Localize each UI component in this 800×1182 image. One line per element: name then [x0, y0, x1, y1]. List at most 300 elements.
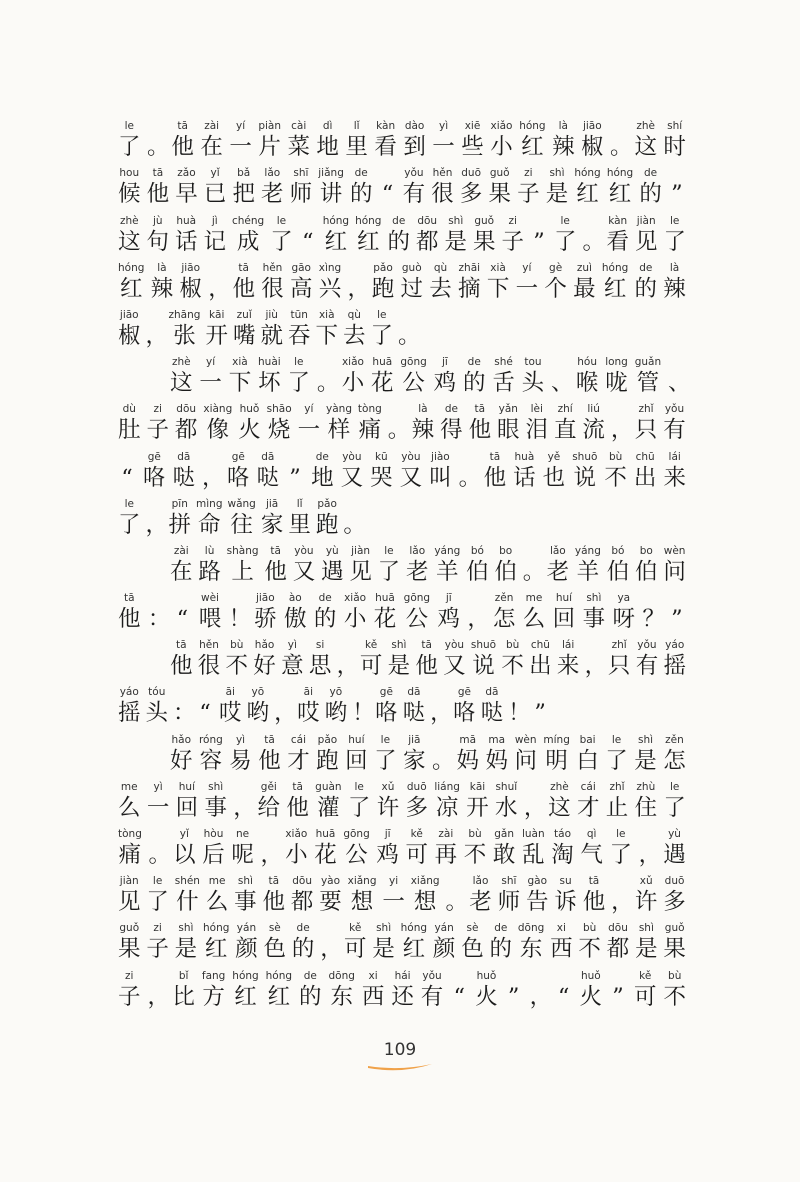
- pinyin: hái: [394, 969, 411, 982]
- pinyin: lǎo: [409, 544, 426, 557]
- pinyin: zhè: [119, 214, 139, 227]
- hanzi: 辣: [552, 134, 575, 161]
- char-with-pinyin: [323, 215, 349, 256]
- text-line: [118, 727, 686, 774]
- char-with-pinyin: [416, 215, 439, 256]
- char-with-pinyin: [575, 545, 601, 586]
- char-with-pinyin: [118, 875, 141, 916]
- pinyin: shì: [376, 922, 392, 935]
- text-line: [118, 303, 686, 350]
- hanzi: 来: [556, 653, 580, 680]
- pinyin: xiǎng: [410, 875, 440, 888]
- pinyin: zi: [153, 403, 162, 416]
- char-with-pinyin: [198, 545, 221, 586]
- pinyin: tūn: [290, 308, 308, 321]
- punctuation: [146, 120, 170, 161]
- char-with-pinyin: [497, 403, 520, 444]
- hanzi: 小: [490, 134, 513, 161]
- char-with-pinyin: [355, 215, 381, 256]
- pinyin: yòu: [342, 450, 362, 463]
- char-with-pinyin: [205, 309, 228, 350]
- hanzi: ，: [610, 417, 634, 444]
- pinyin: zi: [524, 167, 533, 180]
- hanzi: 辣: [411, 417, 435, 444]
- pinyin: hóng: [118, 261, 145, 274]
- hanzi: 早: [175, 181, 198, 208]
- hanzi: ”: [507, 983, 520, 1010]
- hanzi: ，: [145, 511, 169, 538]
- hanzi: 。: [445, 889, 468, 916]
- char-with-pinyin: [118, 120, 141, 161]
- char-with-pinyin: [198, 639, 221, 680]
- pinyin: zuì: [576, 261, 592, 274]
- char-with-pinyin: [360, 639, 383, 680]
- pinyin: shì: [448, 214, 464, 227]
- hanzi: 多: [459, 181, 483, 208]
- hanzi: 一: [199, 370, 222, 397]
- hanzi: 伯: [635, 558, 658, 585]
- pinyin: huā: [315, 828, 336, 840]
- hanzi: 一: [432, 134, 455, 161]
- hanzi: 肚: [118, 417, 141, 444]
- pinyin: zhè: [550, 780, 569, 793]
- hanzi: 了: [605, 747, 628, 774]
- char-with-pinyin: [552, 120, 575, 161]
- pinyin: tā: [474, 403, 486, 416]
- char-with-pinyin: [232, 970, 258, 1011]
- hanzi: 喂: [198, 606, 222, 633]
- pinyin: bù: [505, 639, 520, 652]
- hanzi: “: [199, 700, 211, 727]
- text-line: [118, 114, 686, 161]
- char-with-pinyin: [636, 639, 659, 680]
- pinyin: dào: [404, 120, 425, 133]
- hanzi: 淘: [551, 842, 574, 868]
- pinyin: bo: [499, 544, 513, 557]
- char-with-pinyin: [118, 262, 144, 303]
- hanzi: 椒: [179, 275, 202, 302]
- pinyin: qù: [433, 261, 448, 274]
- pinyin: gē: [379, 686, 393, 699]
- hanzi: 的: [489, 936, 513, 963]
- char-with-pinyin: [663, 828, 686, 869]
- pinyin: zhǐ: [638, 403, 654, 416]
- hanzi: 。: [432, 747, 455, 774]
- char-with-pinyin: [118, 970, 141, 1011]
- hanzi: 是: [545, 181, 569, 208]
- hanzi: 止: [605, 794, 629, 821]
- hanzi: 咯: [453, 700, 476, 727]
- text-line: [118, 775, 686, 822]
- char-with-pinyin: [172, 970, 195, 1011]
- char-with-pinyin: [321, 545, 344, 586]
- char-with-pinyin: [469, 875, 492, 916]
- pinyin: dōu: [608, 922, 628, 935]
- hanzi: 好: [170, 747, 193, 774]
- char-with-pinyin: [604, 451, 627, 492]
- pinyin: xiǎng: [347, 875, 377, 888]
- char-with-pinyin: [253, 639, 276, 680]
- hanzi: 么: [205, 889, 229, 916]
- char-with-pinyin: [581, 120, 604, 161]
- pinyin: liú: [587, 403, 600, 416]
- pinyin: jī: [384, 828, 391, 840]
- hanzi: 他: [118, 606, 141, 633]
- char-with-pinyin: [175, 922, 198, 963]
- hanzi: 可: [344, 936, 367, 963]
- pinyin: hěn: [432, 167, 453, 180]
- hanzi: 回: [345, 747, 368, 774]
- pinyin: si: [315, 639, 325, 652]
- hanzi: 说: [573, 464, 597, 491]
- hanzi: 呢: [231, 842, 254, 868]
- char-with-pinyin: [151, 262, 174, 303]
- hanzi: 妈: [485, 747, 508, 774]
- punctuation: [148, 828, 171, 869]
- char-with-pinyin: [391, 970, 414, 1011]
- pinyin: ào: [288, 592, 302, 605]
- punctuation: [173, 686, 196, 727]
- text-line: [118, 680, 686, 727]
- hanzi: 这: [118, 228, 141, 255]
- pinyin: yù: [325, 544, 339, 557]
- hanzi: ，: [202, 464, 225, 491]
- char-with-pinyin: [204, 781, 227, 822]
- hanzi: 有: [663, 417, 686, 444]
- hanzi: 很: [431, 181, 454, 208]
- char-with-pinyin: [169, 309, 201, 350]
- hanzi: 子: [517, 181, 540, 208]
- char-with-pinyin: [554, 215, 577, 256]
- pinyin: tā: [588, 875, 600, 888]
- hanzi: 头: [145, 700, 169, 727]
- pinyin: hóng: [519, 120, 546, 133]
- pinyin: āi: [303, 686, 313, 699]
- char-with-pinyin: [118, 215, 141, 256]
- pinyin: hǎo: [254, 639, 275, 652]
- pinyin: kāi: [208, 308, 225, 321]
- hanzi: 他: [483, 464, 507, 491]
- pinyin: huí: [555, 592, 573, 605]
- hanzi: 他: [582, 889, 606, 916]
- hanzi: 了: [377, 558, 401, 585]
- char-with-pinyin: [663, 120, 686, 161]
- pinyin: tā: [264, 733, 275, 746]
- hanzi: 回: [175, 794, 199, 821]
- pinyin: huài: [258, 356, 281, 369]
- hanzi: 去: [343, 322, 366, 349]
- char-with-pinyin: [488, 167, 511, 208]
- punctuation: [611, 875, 634, 916]
- pinyin: huí: [178, 780, 195, 793]
- hanzi: 跑: [315, 511, 339, 538]
- hanzi: 红: [234, 983, 257, 1010]
- pinyin: lǐ: [353, 120, 360, 133]
- hanzi: 色: [461, 936, 484, 963]
- char-with-pinyin: [526, 875, 549, 916]
- pinyin: hóu: [577, 356, 597, 369]
- text-line: [118, 444, 686, 491]
- char-with-pinyin: [258, 734, 281, 775]
- hanzi: 红: [267, 983, 291, 1010]
- hanzi: 红: [324, 228, 348, 255]
- pinyin: me: [525, 592, 543, 605]
- char-with-pinyin: [374, 120, 397, 161]
- hanzi: 候: [118, 181, 141, 208]
- hanzi: 了: [374, 747, 397, 774]
- pinyin: róng: [198, 733, 223, 746]
- hanzi: 。: [146, 134, 170, 161]
- hanzi: 不: [501, 653, 524, 680]
- hanzi: 上: [231, 558, 254, 585]
- hanzi: 。: [387, 417, 411, 444]
- pinyin: yì: [153, 780, 163, 793]
- char-with-pinyin: [429, 262, 452, 303]
- hanzi: ，: [208, 275, 231, 302]
- hanzi: 这: [548, 794, 571, 821]
- punctuation: [228, 592, 252, 633]
- hanzi: 问: [663, 558, 686, 585]
- pinyin: bù: [668, 969, 682, 982]
- pinyin: mā: [459, 733, 477, 746]
- hanzi: 泪: [525, 417, 548, 444]
- hanzi: 以: [173, 842, 196, 868]
- hanzi: 鸡: [433, 370, 457, 397]
- char-with-pinyin: [118, 498, 141, 539]
- pinyin: lái: [562, 639, 575, 652]
- pinyin: bù: [609, 450, 623, 463]
- text-line: [118, 492, 686, 539]
- pinyin: tā: [292, 780, 303, 793]
- hanzi: 坏: [258, 370, 281, 397]
- hanzi: 想: [413, 889, 437, 916]
- hanzi: 了: [663, 794, 686, 821]
- hanzi: 鸡: [437, 606, 461, 633]
- hanzi: 哟: [324, 700, 348, 727]
- text-line: [118, 916, 686, 963]
- hanzi: “: [121, 464, 133, 491]
- hanzi: 他: [171, 134, 194, 161]
- hanzi: 来: [663, 464, 686, 491]
- char-with-pinyin: [374, 592, 397, 633]
- pinyin: gōng: [403, 592, 431, 605]
- hanzi: 颜: [432, 936, 456, 963]
- pinyin: jiā: [265, 497, 279, 510]
- char-with-pinyin: [495, 781, 518, 822]
- char-with-pinyin: [663, 970, 686, 1011]
- pinyin: wèn: [663, 544, 686, 557]
- pinyin: xi: [556, 922, 566, 935]
- pinyin: chū: [530, 639, 550, 652]
- char-with-pinyin: [370, 451, 393, 492]
- punctuation: [147, 592, 171, 633]
- char-with-pinyin: [415, 639, 438, 680]
- text-line: [118, 822, 686, 869]
- char-with-pinyin: [118, 167, 141, 208]
- char-with-pinyin: [634, 451, 657, 492]
- char-with-pinyin: [485, 734, 508, 775]
- hanzi: 了: [146, 889, 169, 916]
- pinyin: de: [354, 167, 368, 180]
- hanzi: 羊: [436, 558, 459, 585]
- hanzi: 流: [582, 417, 605, 444]
- char-with-pinyin: [147, 781, 170, 822]
- hanzi: 灌: [317, 794, 340, 821]
- pinyin: le: [611, 733, 622, 746]
- hanzi: 把: [232, 181, 255, 208]
- pinyin: de: [318, 592, 332, 605]
- char-with-pinyin: [146, 403, 169, 444]
- char-with-pinyin: [663, 639, 686, 680]
- text-line: [118, 539, 686, 586]
- char-with-pinyin: [576, 356, 599, 397]
- char-with-pinyin: [522, 828, 545, 869]
- char-with-pinyin: [553, 592, 576, 633]
- hanzi: 花: [314, 842, 337, 868]
- pinyin: yō: [329, 686, 343, 699]
- char-with-pinyin: [582, 403, 605, 444]
- punctuation: [505, 970, 523, 1011]
- hanzi: 西: [550, 936, 573, 963]
- pinyin: míng: [543, 733, 570, 746]
- hanzi: 见: [349, 558, 372, 585]
- char-with-pinyin: [529, 639, 552, 680]
- pinyin: jiàn: [351, 544, 371, 557]
- text-line: [118, 633, 686, 680]
- pinyin: gào: [527, 875, 548, 888]
- hanzi: 事: [234, 889, 257, 916]
- char-with-pinyin: [260, 309, 283, 350]
- hanzi: 不: [663, 983, 686, 1010]
- char-with-pinyin: [404, 592, 430, 633]
- char-with-pinyin: [517, 167, 540, 208]
- char-with-pinyin: [325, 686, 348, 727]
- hanzi: 张: [173, 322, 196, 349]
- char-with-pinyin: [258, 781, 281, 822]
- pinyin: xi: [368, 969, 378, 982]
- pinyin: le: [616, 828, 626, 840]
- hanzi: 红: [608, 181, 632, 208]
- pinyin: qì: [586, 828, 597, 840]
- char-with-pinyin: [525, 403, 548, 444]
- pinyin: yàng: [326, 403, 352, 416]
- pinyin: tā: [177, 120, 188, 133]
- punctuation: [336, 639, 360, 680]
- hanzi: 也: [542, 464, 566, 491]
- hanzi: 给: [257, 794, 281, 821]
- hanzi: 直: [553, 417, 577, 444]
- pinyin: kě: [365, 639, 378, 652]
- hanzi: ”: [289, 464, 301, 491]
- hanzi: 果: [472, 228, 496, 255]
- hanzi: 了: [347, 794, 371, 821]
- char-with-pinyin: [170, 734, 193, 775]
- hanzi: 红: [204, 936, 228, 963]
- punctuation: [529, 970, 553, 1011]
- pinyin: tòng: [357, 403, 382, 416]
- hanzi: ：: [147, 606, 171, 633]
- hanzi: 的: [634, 275, 658, 302]
- pinyin: shuǐ: [495, 780, 518, 793]
- pinyin: liáng: [434, 780, 460, 793]
- hanzi: 西: [361, 983, 385, 1010]
- hanzi: ，: [430, 700, 453, 727]
- pinyin: le: [124, 497, 134, 510]
- pinyin: gè: [549, 261, 563, 274]
- char-with-pinyin: [229, 120, 252, 161]
- char-with-pinyin: [663, 403, 686, 444]
- hanzi: 许: [376, 794, 400, 821]
- pinyin: jī: [445, 592, 452, 605]
- char-with-pinyin: [146, 875, 169, 916]
- char-with-pinyin: [284, 592, 307, 633]
- punctuation: [147, 970, 170, 1011]
- hanzi: 拼: [168, 511, 192, 538]
- pinyin: shì: [638, 733, 654, 746]
- pinyin: hòu: [203, 828, 224, 840]
- pinyin: yòu: [444, 639, 465, 652]
- hanzi: “: [176, 606, 189, 633]
- text-line: [118, 586, 686, 633]
- char-with-pinyin: [362, 970, 385, 1011]
- hanzi: 讲: [319, 181, 343, 208]
- pinyin: de: [494, 922, 508, 935]
- char-with-pinyin: [481, 686, 504, 727]
- char-with-pinyin: [382, 875, 405, 916]
- char-with-pinyin: [266, 970, 292, 1011]
- char-with-pinyin: [583, 592, 606, 633]
- char-with-pinyin: [406, 781, 429, 822]
- char-with-pinyin: [291, 875, 314, 916]
- char-with-pinyin: [605, 356, 628, 397]
- hanzi: 看: [374, 134, 397, 161]
- hanzi: 的: [639, 181, 662, 208]
- char-with-pinyin: [202, 970, 225, 1011]
- hanzi: 了: [118, 511, 141, 538]
- hanzi: ，: [233, 794, 256, 821]
- pinyin: le: [377, 308, 387, 321]
- pinyin: cài: [291, 120, 307, 133]
- hanzi: 好: [253, 653, 276, 680]
- hanzi: 叫: [429, 464, 452, 491]
- char-with-pinyin: [196, 498, 222, 539]
- char-with-pinyin: [543, 451, 566, 492]
- hanzi: 地: [316, 134, 339, 161]
- pinyin: yáo: [119, 686, 139, 699]
- char-with-pinyin: [635, 403, 658, 444]
- pinyin: bù: [468, 828, 482, 840]
- char-with-pinyin: [372, 262, 395, 303]
- punctuation: [582, 215, 605, 256]
- char-with-pinyin: [372, 922, 395, 963]
- hanzi: 是: [634, 747, 657, 774]
- pinyin: yí: [236, 120, 246, 133]
- hanzi: 他: [262, 889, 286, 916]
- text-line: [118, 963, 686, 1010]
- hanzi: 哒: [402, 700, 426, 727]
- char-with-pinyin: [606, 781, 629, 822]
- char-with-pinyin: [345, 120, 368, 161]
- hanzi: 有: [635, 653, 659, 680]
- char-with-pinyin: [378, 545, 401, 586]
- hanzi: 咯: [143, 464, 166, 491]
- hanzi: 子: [501, 228, 524, 255]
- pinyin: guǒ: [474, 214, 495, 227]
- hanzi: 公: [402, 370, 425, 397]
- hanzi: 遇: [663, 842, 686, 868]
- char-with-pinyin: [522, 356, 545, 397]
- hanzi: ，: [611, 889, 634, 916]
